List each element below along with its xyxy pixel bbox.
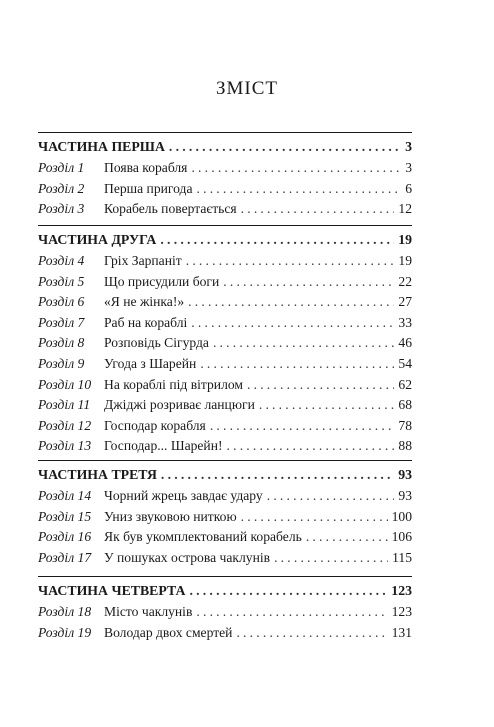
- chapter-page: 100: [391, 508, 412, 524]
- dot-leader: [188, 292, 394, 313]
- chapter-number: Розділ 8: [38, 335, 85, 351]
- toc-entry[interactable]: [38, 436, 412, 457]
- chapter-title: Розповідь Сігурда: [104, 335, 209, 351]
- chapter-number: Розділ 3: [38, 201, 85, 217]
- dot-leader: [306, 527, 388, 548]
- chapter-title: Раб на кораблі: [104, 314, 188, 330]
- chapter-page: 3: [405, 160, 412, 175]
- chapter-title: Володар двох смертей: [104, 624, 233, 640]
- chapter-number: Розділ 18: [38, 604, 92, 619]
- part-title: ЧАСТИНА ПЕРША: [38, 139, 165, 154]
- dot-leader: [267, 486, 395, 507]
- part-title: ЧАСТИНА ЧЕТВЕРТА: [38, 583, 186, 598]
- chapter-title: На кораблі під вітрилом: [104, 376, 243, 392]
- dot-leader: [236, 623, 387, 644]
- chapter-number: Розділ 13: [38, 438, 92, 454]
- chapter-title: Що присудили боги: [104, 273, 220, 289]
- toc-part: [38, 225, 412, 457]
- chapter-number: Розділ 9: [38, 355, 85, 371]
- chapter-title: Господар корабля: [104, 417, 206, 433]
- toc-entry[interactable]: [38, 527, 412, 548]
- part-heading[interactable]: [38, 136, 412, 158]
- part-page: 123: [391, 583, 412, 598]
- dot-leader: [213, 333, 394, 354]
- chapter-page: 27: [398, 294, 412, 310]
- chapter-page: 123: [391, 604, 412, 619]
- part-divider: [38, 576, 412, 577]
- dot-leader: [241, 199, 395, 220]
- toc-entry[interactable]: [38, 313, 412, 334]
- chapter-page: 115: [392, 549, 412, 565]
- dot-leader: [161, 464, 394, 486]
- chapter-page: 46: [398, 335, 412, 351]
- toc-entry[interactable]: [38, 486, 412, 507]
- chapter-number: Розділ 7: [38, 314, 85, 330]
- chapter-page: 62: [398, 376, 412, 392]
- dot-leader: [197, 179, 402, 200]
- dot-leader: [189, 580, 387, 602]
- dot-leader: [160, 229, 394, 251]
- chapter-title: Униз звуковою ниткою: [104, 508, 237, 524]
- chapter-title: Гріх Зарпаніт: [104, 253, 182, 268]
- chapter-title: Господар... Шарейн!: [104, 438, 223, 454]
- dot-leader: [259, 395, 395, 416]
- dot-leader: [274, 548, 388, 569]
- toc-entry[interactable]: [38, 395, 412, 416]
- part-page: 93: [398, 467, 412, 482]
- toc-entry[interactable]: [38, 292, 412, 313]
- page-title: ЗМІСТ: [215, 78, 279, 99]
- chapter-page: 6: [405, 180, 412, 196]
- chapter-number: Розділ 4: [38, 253, 85, 268]
- toc-entry[interactable]: [38, 333, 412, 354]
- chapter-page: 12: [398, 201, 412, 217]
- chapter-number: Розділ 15: [38, 508, 92, 524]
- toc-part: [38, 576, 412, 643]
- toc-entry[interactable]: [38, 623, 412, 644]
- dot-leader: [227, 436, 395, 457]
- chapter-title: Поява корабля: [104, 160, 188, 175]
- toc-part: [38, 460, 412, 568]
- chapter-page: 93: [398, 488, 412, 503]
- chapter-title: Корабель повертається: [104, 201, 237, 217]
- chapter-number: Розділ 17: [38, 549, 92, 565]
- toc-entry[interactable]: [38, 354, 412, 375]
- chapter-number: Розділ 12: [38, 417, 92, 433]
- toc-entry[interactable]: [38, 272, 412, 293]
- dot-leader: [241, 507, 388, 528]
- toc-part: [38, 132, 412, 220]
- dot-leader: [247, 375, 394, 396]
- chapter-page: 33: [398, 314, 412, 330]
- toc-entry[interactable]: [38, 507, 412, 528]
- part-divider: [38, 132, 412, 133]
- toc-entry[interactable]: [38, 416, 412, 437]
- chapter-number: Розділ 11: [38, 397, 91, 413]
- chapter-number: Розділ 6: [38, 294, 85, 310]
- dot-leader: [196, 602, 387, 623]
- part-divider: [38, 225, 412, 226]
- chapter-number: Розділ 2: [38, 180, 85, 196]
- dot-leader: [169, 136, 401, 158]
- dot-leader: [191, 158, 401, 179]
- chapter-page: 22: [398, 273, 412, 289]
- chapter-page: 54: [398, 355, 412, 371]
- chapter-title: Місто чаклунів: [104, 604, 193, 619]
- chapter-page: 78: [398, 417, 412, 433]
- chapter-number: Розділ 14: [38, 488, 92, 503]
- chapter-title: «Я не жінка!»: [104, 294, 185, 310]
- toc-entry[interactable]: [38, 375, 412, 396]
- toc-entry[interactable]: [38, 251, 412, 272]
- toc-entry[interactable]: [38, 602, 412, 623]
- part-page: 19: [398, 232, 412, 247]
- part-title: ЧАСТИНА ТРЕТЯ: [38, 467, 157, 482]
- chapter-title: Угода з Шарейн: [104, 355, 197, 371]
- chapter-page: 68: [398, 397, 412, 413]
- chapter-title: Джіджі розриває ланцюги: [104, 397, 255, 413]
- chapter-title: Перша пригода: [104, 180, 193, 196]
- dot-leader: [200, 354, 394, 375]
- part-page: 3: [405, 139, 412, 154]
- chapter-number: Розділ 19: [38, 624, 92, 640]
- toc-entry[interactable]: [38, 179, 412, 200]
- chapter-page: 88: [398, 438, 412, 454]
- part-heading[interactable]: [38, 580, 412, 602]
- part-heading[interactable]: [38, 229, 412, 251]
- part-heading[interactable]: [38, 464, 412, 486]
- chapter-number: Розділ 1: [38, 160, 85, 175]
- part-title: ЧАСТИНА ДРУГА: [38, 232, 157, 247]
- chapter-number: Розділ 10: [38, 376, 92, 392]
- chapter-title: Як був укомплектований корабель: [104, 529, 302, 545]
- chapter-page: 19: [398, 253, 412, 268]
- chapter-number: Розділ 16: [38, 529, 92, 545]
- part-divider: [38, 460, 412, 461]
- dot-leader: [191, 313, 394, 334]
- dot-leader: [210, 416, 395, 437]
- chapter-title: У пошуках острова чаклунів: [104, 549, 271, 565]
- toc-entry[interactable]: [38, 199, 412, 220]
- chapter-title: Чорний жрець завдає удару: [104, 488, 263, 503]
- dot-leader: [223, 272, 394, 293]
- toc-entry[interactable]: [38, 548, 412, 569]
- dot-leader: [186, 251, 395, 272]
- toc-entry[interactable]: [38, 158, 412, 179]
- chapter-page: 131: [391, 624, 412, 640]
- chapter-page: 106: [391, 529, 412, 545]
- chapter-number: Розділ 5: [38, 273, 85, 289]
